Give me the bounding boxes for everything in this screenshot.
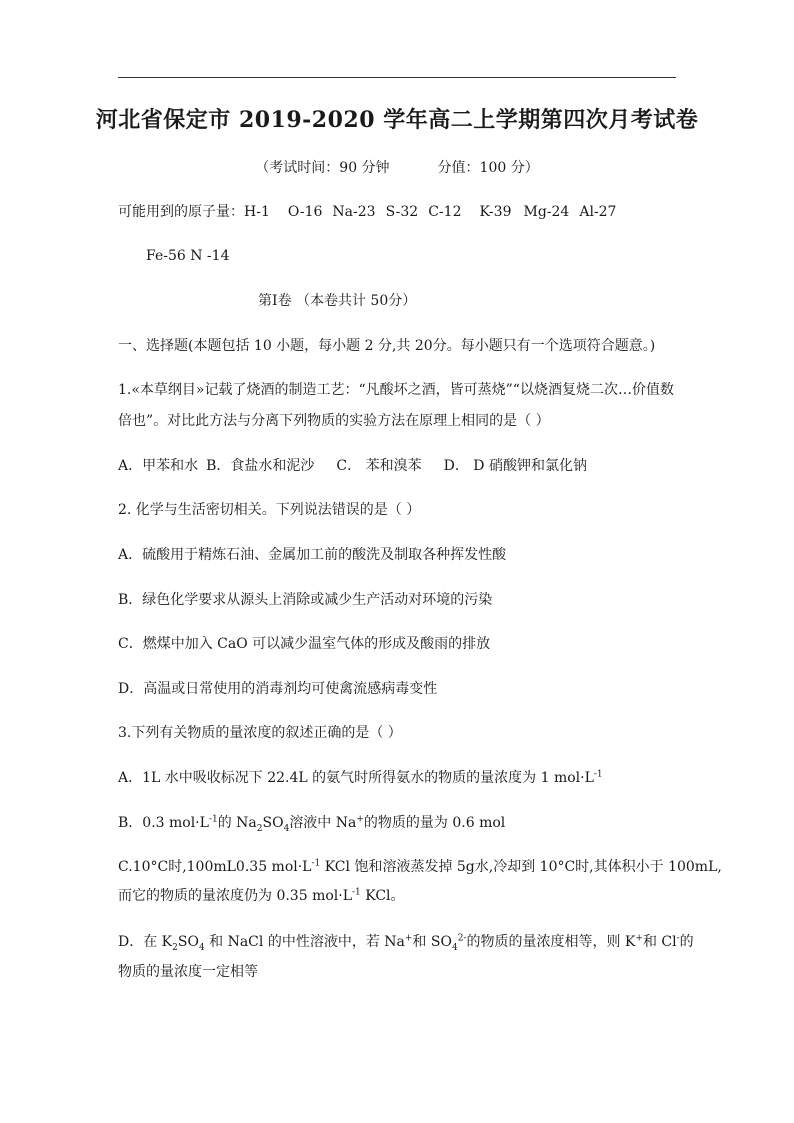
- subscript: 4: [198, 942, 205, 953]
- option-text: SO: [177, 934, 199, 950]
- question-3-option-c: [118, 857, 722, 877]
- exam-title: 河北省保定市 2019-2020 学年高二上学期第四次月考试卷: [95, 107, 699, 133]
- question-2-stem: 2. 化学与生活密切相关。下列说法错误的是（ ）: [118, 502, 421, 518]
- question-2-option-d: D．高温或日常使用的消毒剂均可使禽流感病毒变性: [118, 681, 438, 697]
- option-text: 的物质的量为 0.6 mol: [363, 815, 506, 831]
- atomic-mass: Mg-24: [523, 204, 570, 220]
- option-text: D．在 K: [118, 934, 173, 950]
- subscript: 2: [256, 823, 263, 834]
- section-heading: 一、选择题(本题包括 10 小题，每小题 2 分,共 20分。每小题只有一个选项符合题意。): [118, 338, 656, 354]
- atomic-mass: K-39: [479, 204, 512, 220]
- superscript: -1: [208, 814, 218, 825]
- option-text: KCl。: [360, 888, 405, 904]
- question-1-options: [118, 456, 587, 476]
- option-text: 和 SO: [412, 934, 452, 950]
- option-text: KCl 饱和溶液蒸发掉 5g水,冷却到 10°C时,其体积小于 100mL,: [320, 859, 722, 875]
- option-text: 而它的物质的量浓度仍为 0.35 mol·L: [118, 888, 353, 904]
- option-text: 的: [679, 934, 694, 950]
- question-2-option-c: C．燃煤中加入 CaO 可以减少温室气体的形成及酸雨的排放: [118, 636, 491, 652]
- superscript: -: [676, 933, 680, 944]
- subscript: 4: [451, 942, 458, 953]
- atomic-mass: C-12: [428, 204, 462, 220]
- atomic-masses-line2: Fe-56 N -14: [146, 248, 230, 264]
- atomic-masses-label: 可能用到的原子量：: [118, 204, 244, 220]
- question-2-option-b: B．绿色化学要求从源头上消除或减少生产活动对环境的污染: [118, 592, 493, 608]
- question-3-stem: 3.下列有关物质的量浓度的叙述正确的是（ ）: [118, 725, 402, 741]
- atomic-mass: O-16: [287, 204, 323, 220]
- option-text: 和 NaCl 的中性溶液中，若 Na: [204, 934, 405, 950]
- exam-score: 分值：100 分）: [437, 160, 539, 176]
- atomic-mass: Al-27: [579, 204, 617, 220]
- superscript: +: [404, 933, 413, 944]
- question-3-option-c-cont: [118, 886, 405, 906]
- option-text: B．0.3 mol·L: [118, 815, 209, 831]
- question-3-option-d: [118, 932, 694, 952]
- option-text: 的 Na: [217, 815, 257, 831]
- atomic-mass: Na-23: [332, 204, 376, 220]
- atomic-mass: H-1: [244, 204, 270, 220]
- exam-info: [0, 158, 794, 178]
- question-3-option-b: [118, 813, 505, 833]
- superscript: -1: [352, 887, 361, 898]
- subscript: 2: [172, 942, 178, 953]
- superscript: +: [356, 814, 364, 825]
- superscript: -1: [311, 858, 321, 869]
- option-b: B．食盐水和泥沙: [206, 458, 315, 474]
- exam-time: （考试时间：90 分钟: [255, 160, 390, 176]
- option-text: 和 Cl: [642, 934, 677, 950]
- atomic-masses-line1: [118, 202, 616, 222]
- question-3-option-d-cont: 物质的量浓度一定相等: [118, 964, 258, 980]
- superscript: -1: [593, 769, 603, 780]
- option-c: C． 苯和溴苯: [336, 458, 422, 474]
- question-3-option-a: [118, 768, 603, 788]
- option-text: 的物质的量浓度相等，则 K: [466, 934, 636, 950]
- atomic-mass: S-32: [385, 204, 419, 220]
- question-1-stem-cont: 倍也”。对比此方法与分离下列物质的实验方法在原理上相同的是（ ）: [118, 413, 550, 429]
- question-1-stem: 1.«本草纲目»记载了烧酒的制造工艺：“凡酸坏之酒，皆可蒸烧”“以烧酒复烧二次…价值数: [118, 382, 674, 398]
- superscript: 2-: [457, 933, 467, 944]
- option-d: D． D 硝酸钾和氯化钠: [443, 458, 587, 474]
- option-a: A．甲苯和水: [118, 458, 199, 474]
- header-rule: [118, 77, 676, 78]
- superscript: +: [635, 933, 643, 944]
- question-2-option-a: A．硫酸用于精炼石油、金属加工前的酸洗及制取各种挥发性酸: [118, 547, 507, 563]
- volume-heading: 第Ⅰ卷 （本卷共计 50分）: [258, 293, 417, 309]
- option-text: A．1L 水中吸收标况下 22.4L 的氨气时所得氨水的物质的量浓度为 1 mol·L: [118, 770, 594, 786]
- option-text: 溶液中 Na: [289, 815, 357, 831]
- subscript: 4: [283, 823, 290, 834]
- option-text: C.10°C时,100mL0.35 mol·L: [118, 859, 312, 875]
- option-text: SO: [262, 815, 284, 831]
